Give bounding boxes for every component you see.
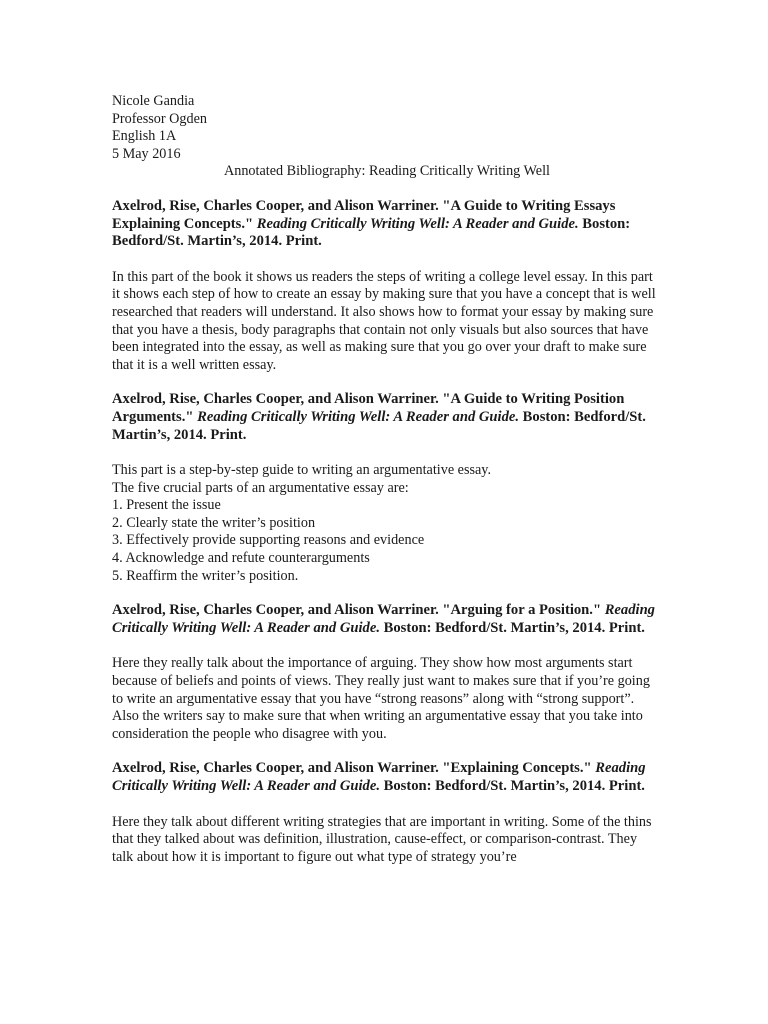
annotation-intro: The five crucial parts of an argumentative essay are: bbox=[112, 479, 409, 496]
citation-publisher: Boston: Bedford/St. Martin’s, 2014. Print. bbox=[112, 215, 631, 250]
citation-book-title: Reading Critically Writing Well: A Reader and Guide. bbox=[197, 408, 520, 425]
list-item: 3. Effectively provide supporting reasons and evidence bbox=[112, 532, 425, 549]
citation-book-title: Reading Critically Writing Well: A Reader and Guide. bbox=[112, 602, 655, 636]
annotation-paragraph: In this part of the book it shows us readers the steps of writing a college level essay. In this part it shows each step of how to create an essay by making sure that you have a concept that is well researched that readers will understand. It also shows how to format your essay by making sure that you have a thesis, body paragraphs that contain not only visuals but also sources that have been integrated into the essay, as well as making sure that you go over your draft to make sure that it is a well written essay. bbox=[112, 268, 656, 373]
citation-publisher: Boston: Bedford/St. Martin’s, 2014. Print. bbox=[379, 619, 645, 636]
document-title: Annotated Bibliography: Reading Critically Writing Well bbox=[224, 163, 550, 180]
course-name: English 1A bbox=[112, 128, 177, 145]
citation-book-title: Reading Critically Writing Well: A Reader and Guide. bbox=[256, 215, 579, 232]
author-name: Nicole Gandia bbox=[112, 93, 195, 109]
bibliography-entry bbox=[112, 198, 656, 374]
citation-authors-title: Axelrod, Rise, Charles Cooper, and Alison Warriner. "A Guide to Writing Essays Explaining Concepts." bbox=[112, 197, 616, 232]
annotation-intro: This part is a step-by-step guide to writing an argumentative essay. bbox=[112, 462, 492, 479]
bibliography-entry bbox=[112, 391, 656, 585]
list-item: 4. Acknowledge and refute counterarguments bbox=[112, 550, 370, 567]
citation bbox=[112, 391, 656, 444]
list-item: 2. Clearly state the writer’s position bbox=[112, 514, 316, 531]
header-block bbox=[112, 93, 656, 181]
list-item: 1. Present the issue bbox=[112, 497, 221, 514]
citation-authors-title: Axelrod, Rise, Charles Cooper, and Alison Warriner. "Arguing for a Position." bbox=[112, 602, 605, 619]
citation-publisher: Boston: Bedford/St. Martin’s, 2014. Print. bbox=[379, 778, 645, 794]
document-date: 5 May 2016 bbox=[112, 145, 181, 162]
citation bbox=[112, 760, 656, 795]
bibliography-entry bbox=[112, 602, 656, 743]
annotation-list-block bbox=[112, 462, 656, 585]
citation bbox=[112, 198, 656, 251]
list-item: 5. Reaffirm the writer’s position. bbox=[112, 567, 299, 584]
professor-name: Professor Ogden bbox=[112, 110, 207, 127]
citation-book-title: Reading Critically Writing Well: A Reader and Guide. bbox=[112, 760, 646, 794]
citation-authors-title: Axelrod, Rise, Charles Cooper, and Alison Warriner. "A Guide to Writing Position Arguments." bbox=[112, 391, 625, 425]
annotation-paragraph: Here they talk about different writing strategies that are important in writing. Some of the thins that they talked about was definition, illustration, cause-effect, or comparison-contrast. They talk about how it is important to figure out what type of strategy you’re bbox=[112, 813, 652, 865]
citation-authors-title: Axelrod, Rise, Charles Cooper, and Alison Warriner. "Explaining Concepts." bbox=[112, 760, 596, 777]
bibliography-entry bbox=[112, 760, 656, 866]
citation bbox=[112, 602, 656, 637]
annotation-paragraph: Here they really talk about the importance of arguing. They show how most arguments start because of beliefs and points of views. They really just want to makes sure that if you’re going to write an argumentative essay that you have “strong reasons” along with “strong support”. Also the writers say to make sure that when writing an argumentative essay that you take into consideration the people who disagree with you. bbox=[112, 655, 650, 742]
citation-publisher: Boston: Bedford/St. Martin’s, 2014. Print. bbox=[112, 408, 646, 443]
